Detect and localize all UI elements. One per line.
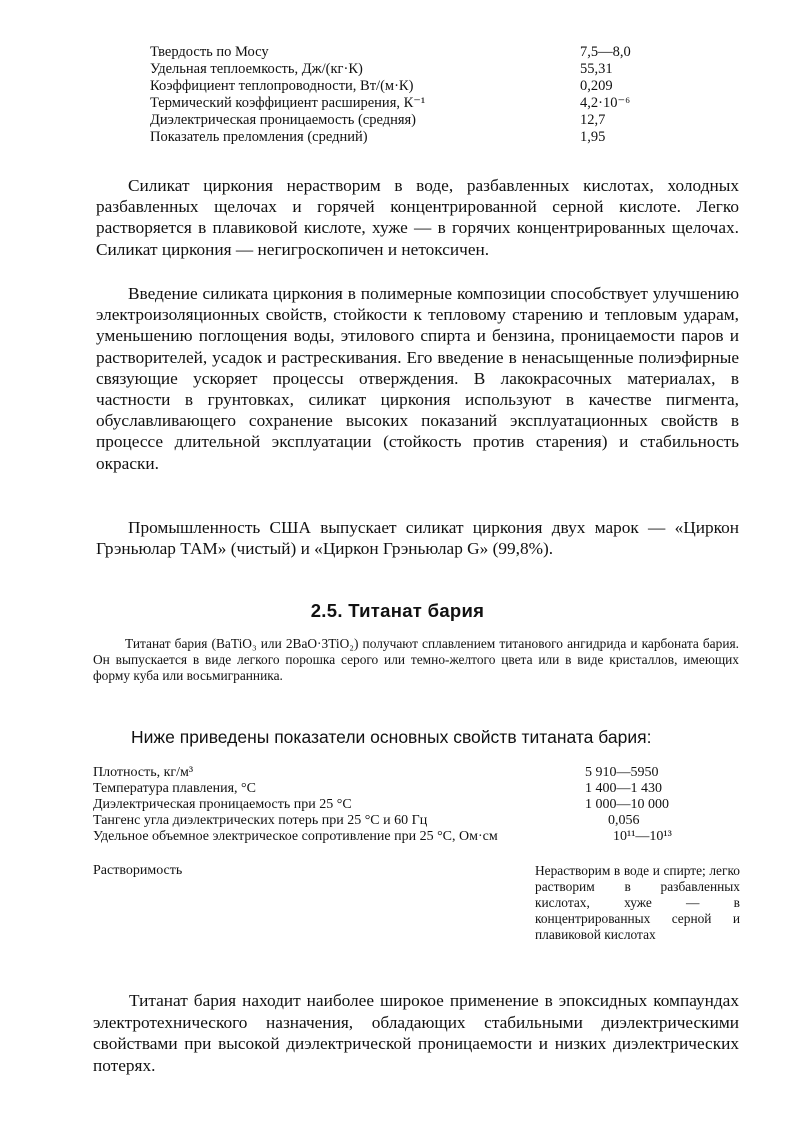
property-label: Коэффициент теплопроводности, Вт/(м·К): [150, 78, 414, 94]
property-value: 0,056: [608, 813, 640, 828]
property-value: 7,5—8,0: [580, 44, 631, 60]
property-label: Термический коэффициент расширения, К⁻¹: [150, 95, 426, 111]
property-value: 5 910—5950: [585, 765, 659, 780]
property-value: 4,2·10⁻⁶: [580, 95, 631, 111]
zircon-properties-table: [150, 44, 660, 146]
property-value: 1,95: [580, 129, 606, 145]
property-label: Плотность, кг/м³: [93, 765, 194, 780]
property-value: 1 400—1 430: [585, 781, 662, 796]
barium-titanate-properties-table: [93, 765, 741, 963]
properties-intro-line: Ниже приведены показатели основных свойств титаната бария:: [131, 727, 652, 747]
table-row: [93, 813, 741, 829]
property-label: Показатель преломления (средний): [150, 129, 368, 145]
property-label: Растворимость: [93, 863, 183, 878]
paragraph-barium-titanate-intro: Титанат бария (BaTiO₃ или 2BaO·3TiO₂) получают сплавлением титанового ангидрида и карбоната бария. Он выпускается в виде легкого порошка серого или темно-желтого цвета или в виде кристаллов, имеющих форму куба или восьмигранника.: [93, 636, 739, 684]
property-value: 12,7: [580, 112, 606, 128]
property-value: 1 000—10 000: [585, 797, 669, 812]
property-value: Нерастворим в воде и спирте; легко растворим в разбавленных кислотах, хуже — в концентрированных серной и плавиковой кислотах: [535, 863, 740, 942]
property-label: Диэлектрическая проницаемость при 25 °С: [93, 797, 352, 812]
table-row: [93, 829, 741, 863]
table-row: [150, 78, 660, 95]
table-row: [93, 765, 741, 781]
paragraph-applications-epoxy: Титанат бария находит наиболее широкое применение в эпоксидных компаундах электротехнического назначения, обладающих стабильными диэлектрическими свойствами при высокой диэлектрической проницаемости и низких диэлектрических потерях.: [93, 991, 739, 1075]
table-row: [150, 44, 660, 61]
paragraph-applications: Введение силиката циркония в полимерные композиции способствует улучшению электроизоляционных свойств, стойкости к тепловому старению и тепловым ударам, уменьшению поглощения воды, этилового спирта и бензина, проницаемости паров и растворителей, усадок и растрескивания. Его введение в ненасыщенные полиэфирные связующие ускоряет процессы отверждения. В лакокрасочных материалах, в частности в грунтовках, силикат циркония используют в качестве пигмента, обуславливающего сохранение высоких показаний эксплуатационных свойств в процессе длительной эксплуатации (стойкость против старения) и стабильность окраски.: [96, 284, 739, 473]
table-row: [150, 129, 660, 146]
table-row: [150, 112, 660, 129]
property-label: Удельное объемное электрическое сопротивление при 25 °С, Ом·см: [93, 829, 498, 844]
section-heading: 2.5. Титанат бария: [310, 600, 485, 621]
paragraph-solubility: Силикат циркония нерастворим в воде, разбавленных кислотах, холодных разбавленных щелочах и горячей концентрированной серной кислоте. Легко растворяется в плавиковой кислоте, хуже — в горячих концентрированных щелочах. Силикат циркония — негигроскопичен и нетоксичен.: [96, 176, 739, 259]
property-label: Диэлектрическая проницаемость (средняя): [150, 112, 417, 128]
property-label: Твердость по Мосу: [150, 44, 269, 60]
table-row: [150, 95, 660, 112]
table-row: [93, 797, 741, 813]
table-row: [93, 863, 741, 963]
property-value: 55,31: [580, 61, 613, 77]
paragraph-usa-production: Промышленность США выпускает силикат циркония двух марок — «Циркон Грэньюлар ТАМ» (чистый) и «Циркон Грэньюлар G» (99,8%).: [96, 518, 739, 559]
property-value: 0,209: [580, 78, 613, 94]
property-label: Тангенс угла диэлектрических потерь при 25 °С и 60 Гц: [93, 813, 428, 828]
table-row: [93, 781, 741, 797]
property-label: Температура плавления, °С: [93, 781, 256, 796]
property-label: Удельная теплоемкость, Дж/(кг·К): [150, 61, 363, 77]
table-row: [150, 61, 660, 78]
property-value: 10¹¹—10¹³: [613, 829, 672, 844]
